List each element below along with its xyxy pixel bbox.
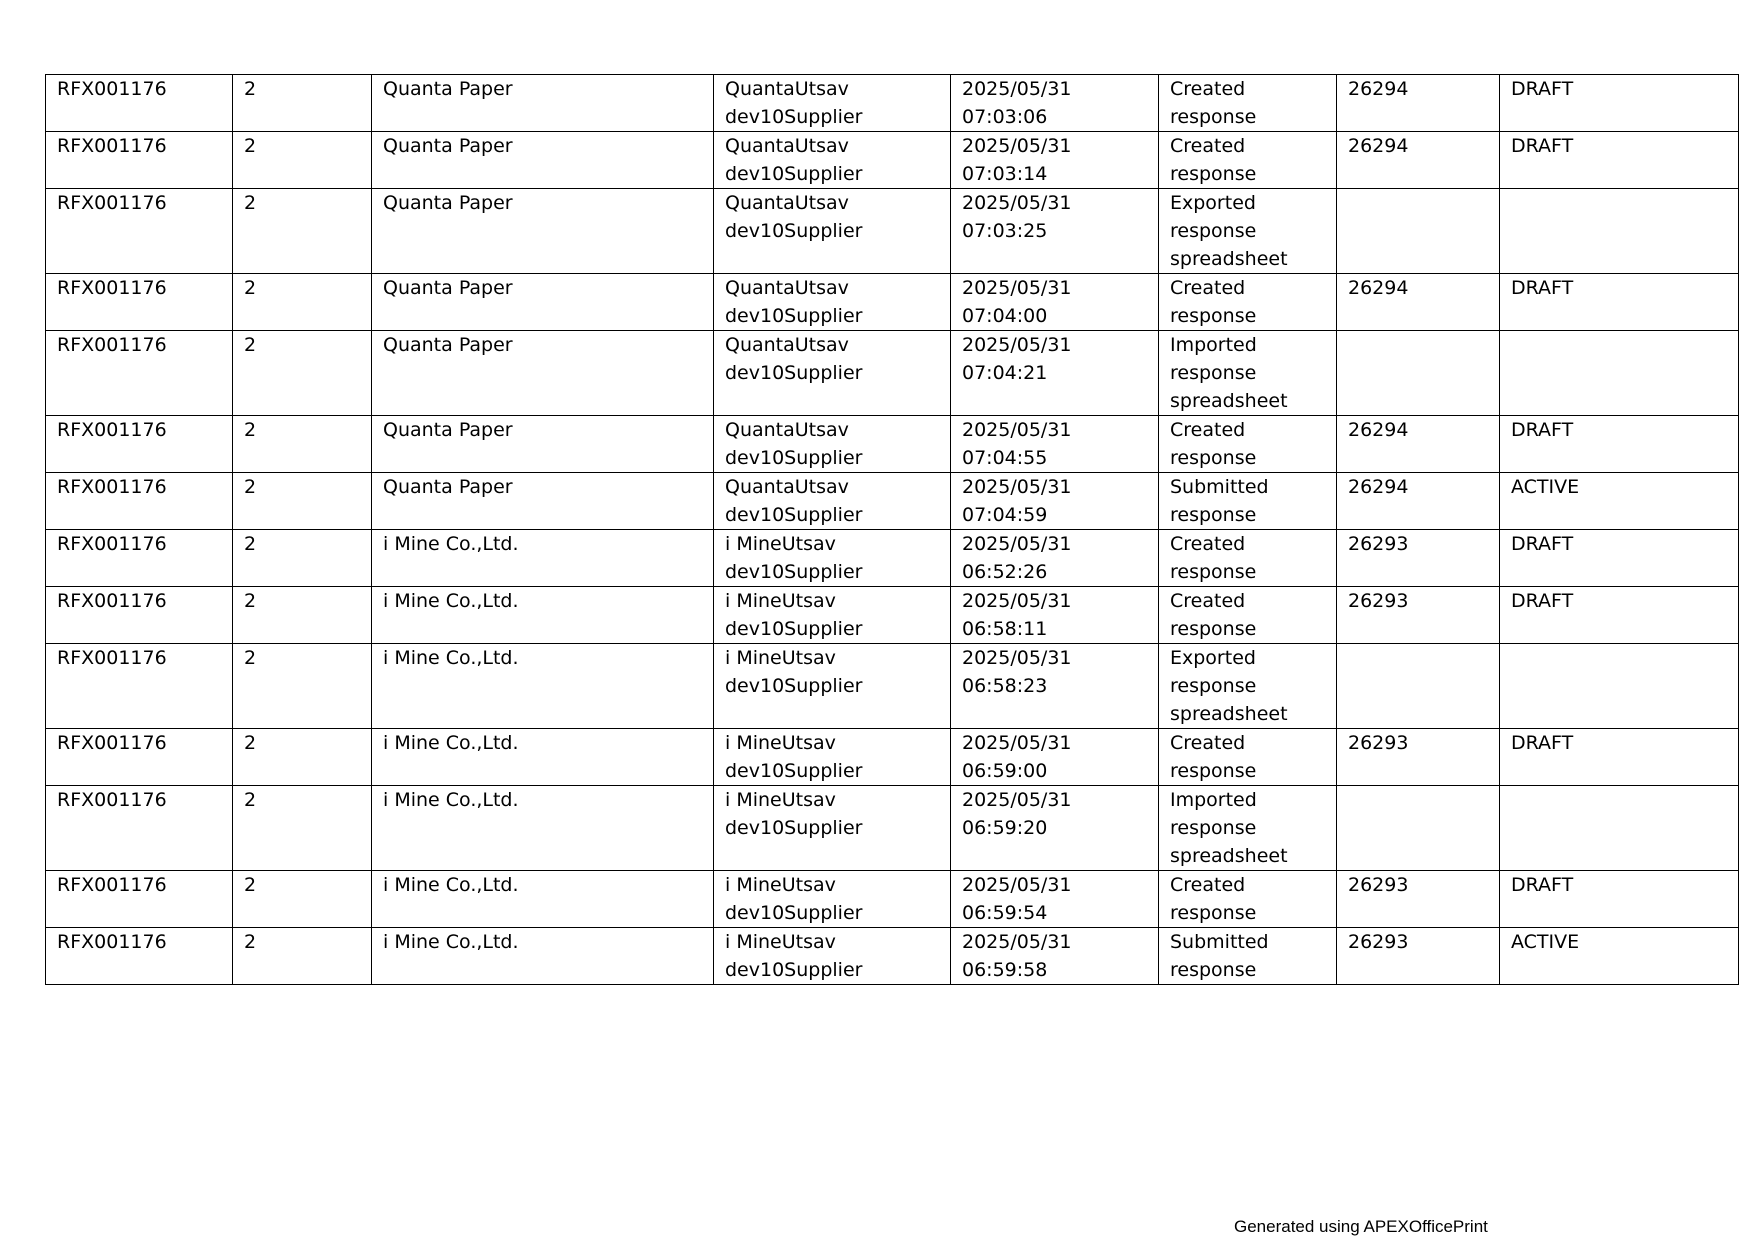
user-cell: [714, 928, 951, 985]
datetime-cell-line: 07:03:06: [962, 106, 1048, 128]
rfx-number-cell: [46, 871, 233, 928]
action-cell: [1159, 729, 1337, 786]
user-cell-line: dev10Supplier: [725, 817, 863, 839]
datetime-cell-line: 2025/05/31: [962, 931, 1072, 953]
round-cell: [233, 871, 372, 928]
status-cell: [1500, 644, 1739, 729]
supplier-cell-text: i Mine Co.,Ltd.: [383, 533, 519, 555]
user-cell-line: dev10Supplier: [725, 305, 863, 327]
round-cell: [233, 729, 372, 786]
user-cell: [714, 729, 951, 786]
status-cell-text: ACTIVE: [1511, 931, 1580, 953]
rfx-number-cell: [46, 75, 233, 132]
response-id-cell: [1337, 644, 1500, 729]
datetime-cell-line: 2025/05/31: [962, 192, 1072, 214]
table-row: [46, 274, 1739, 331]
status-cell-text: DRAFT: [1511, 732, 1574, 754]
round-cell-text: 2: [244, 277, 257, 299]
table-row: [46, 786, 1739, 871]
round-cell: [233, 75, 372, 132]
action-cell-line: Exported: [1170, 647, 1256, 669]
action-cell-line: response: [1170, 902, 1257, 924]
rfx-number-cell-text: RFX001176: [57, 647, 167, 669]
rfx-number-cell: [46, 274, 233, 331]
status-cell: [1500, 331, 1739, 416]
supplier-cell: [372, 530, 714, 587]
response-id-cell-text: 26293: [1348, 732, 1409, 754]
datetime-cell-line: 07:04:00: [962, 305, 1048, 327]
supplier-cell-text: i Mine Co.,Ltd.: [383, 789, 519, 811]
action-cell-line: response: [1170, 561, 1257, 583]
rfx-number-cell: [46, 644, 233, 729]
round-cell: [233, 786, 372, 871]
status-cell: [1500, 473, 1739, 530]
supplier-cell: [372, 928, 714, 985]
action-cell: [1159, 274, 1337, 331]
round-cell-text: 2: [244, 419, 257, 441]
user-cell-line: dev10Supplier: [725, 106, 863, 128]
supplier-cell-text: Quanta Paper: [383, 277, 513, 299]
datetime-cell-line: 2025/05/31: [962, 647, 1072, 669]
response-id-cell: [1337, 189, 1500, 274]
rfx-number-cell-text: RFX001176: [57, 874, 167, 896]
datetime-cell-line: 06:59:20: [962, 817, 1048, 839]
supplier-cell: [372, 871, 714, 928]
user-cell-line: dev10Supplier: [725, 760, 863, 782]
user-cell: [714, 530, 951, 587]
rfx-number-cell-text: RFX001176: [57, 334, 167, 356]
action-cell-line: Submitted: [1170, 931, 1269, 953]
status-cell-text: ACTIVE: [1511, 476, 1580, 498]
status-cell-text: DRAFT: [1511, 135, 1574, 157]
supplier-cell-text: i Mine Co.,Ltd.: [383, 732, 519, 754]
status-cell: [1500, 928, 1739, 985]
supplier-cell-text: Quanta Paper: [383, 135, 513, 157]
datetime-cell-line: 07:03:25: [962, 220, 1048, 242]
supplier-cell: [372, 189, 714, 274]
round-cell-text: 2: [244, 476, 257, 498]
round-cell-text: 2: [244, 135, 257, 157]
rfx-number-cell-text: RFX001176: [57, 533, 167, 555]
datetime-cell: [951, 871, 1159, 928]
datetime-cell-line: 06:58:11: [962, 618, 1048, 640]
user-cell: [714, 644, 951, 729]
action-cell-line: Imported: [1170, 334, 1257, 356]
table-row: [46, 928, 1739, 985]
table-row: [46, 871, 1739, 928]
user-cell-line: i MineUtsav: [725, 874, 836, 896]
datetime-cell-line: 2025/05/31: [962, 789, 1072, 811]
table-row: [46, 132, 1739, 189]
action-cell-line: Created: [1170, 277, 1246, 299]
response-id-cell: [1337, 530, 1500, 587]
supplier-cell: [372, 274, 714, 331]
round-cell-text: 2: [244, 334, 257, 356]
action-cell: [1159, 189, 1337, 274]
status-cell: [1500, 587, 1739, 644]
response-id-cell: [1337, 75, 1500, 132]
user-cell-line: QuantaUtsav: [725, 277, 849, 299]
user-cell-line: dev10Supplier: [725, 959, 863, 981]
rfx-number-cell-text: RFX001176: [57, 732, 167, 754]
action-cell-line: response: [1170, 760, 1257, 782]
supplier-cell-text: Quanta Paper: [383, 419, 513, 441]
user-cell: [714, 189, 951, 274]
table-row: [46, 75, 1739, 132]
user-cell: [714, 587, 951, 644]
status-cell: [1500, 530, 1739, 587]
user-cell: [714, 871, 951, 928]
user-cell-line: dev10Supplier: [725, 504, 863, 526]
rfx-number-cell: [46, 530, 233, 587]
table-row: [46, 587, 1739, 644]
rfx-number-cell-text: RFX001176: [57, 931, 167, 953]
response-id-cell: [1337, 331, 1500, 416]
round-cell-text: 2: [244, 874, 257, 896]
status-cell-text: DRAFT: [1511, 874, 1574, 896]
datetime-cell: [951, 189, 1159, 274]
action-cell-line: Exported: [1170, 192, 1256, 214]
user-cell: [714, 132, 951, 189]
footer-note: Generated using APEXOfficePrint: [1234, 1217, 1488, 1236]
supplier-cell-text: Quanta Paper: [383, 334, 513, 356]
round-cell: [233, 274, 372, 331]
supplier-cell: [372, 644, 714, 729]
datetime-cell: [951, 587, 1159, 644]
response-id-cell-text: 26293: [1348, 533, 1409, 555]
rfx-number-cell: [46, 587, 233, 644]
response-id-cell: [1337, 274, 1500, 331]
action-cell-line: response: [1170, 305, 1257, 327]
response-id-cell-text: 26294: [1348, 277, 1409, 299]
supplier-cell: [372, 416, 714, 473]
user-cell-line: QuantaUtsav: [725, 334, 849, 356]
action-cell-line: response: [1170, 817, 1257, 839]
user-cell-line: QuantaUtsav: [725, 78, 849, 100]
status-cell: [1500, 729, 1739, 786]
response-id-cell-text: 26294: [1348, 135, 1409, 157]
user-cell-line: i MineUtsav: [725, 590, 836, 612]
supplier-cell: [372, 331, 714, 416]
supplier-cell-text: Quanta Paper: [383, 192, 513, 214]
supplier-cell-text: i Mine Co.,Ltd.: [383, 590, 519, 612]
datetime-cell: [951, 644, 1159, 729]
rfx-number-cell-text: RFX001176: [57, 789, 167, 811]
datetime-cell-line: 2025/05/31: [962, 277, 1072, 299]
round-cell: [233, 331, 372, 416]
table-row: [46, 189, 1739, 274]
round-cell: [233, 416, 372, 473]
datetime-cell: [951, 331, 1159, 416]
supplier-cell-text: Quanta Paper: [383, 78, 513, 100]
datetime-cell: [951, 928, 1159, 985]
action-cell-line: spreadsheet: [1170, 845, 1288, 867]
user-cell-line: i MineUtsav: [725, 732, 836, 754]
rfx-number-cell-text: RFX001176: [57, 476, 167, 498]
response-id-cell: [1337, 928, 1500, 985]
datetime-cell-line: 2025/05/31: [962, 476, 1072, 498]
user-cell-line: dev10Supplier: [725, 618, 863, 640]
datetime-cell-line: 07:03:14: [962, 163, 1048, 185]
rfx-number-cell-text: RFX001176: [57, 192, 167, 214]
round-cell-text: 2: [244, 732, 257, 754]
rfx-number-cell: [46, 189, 233, 274]
action-cell-line: response: [1170, 504, 1257, 526]
action-cell-line: spreadsheet: [1170, 390, 1288, 412]
action-cell-line: response: [1170, 675, 1257, 697]
round-cell: [233, 530, 372, 587]
datetime-cell-line: 2025/05/31: [962, 135, 1072, 157]
action-cell: [1159, 473, 1337, 530]
status-cell: [1500, 274, 1739, 331]
round-cell-text: 2: [244, 789, 257, 811]
table-row: [46, 530, 1739, 587]
user-cell-line: i MineUtsav: [725, 789, 836, 811]
response-id-cell-text: 26294: [1348, 419, 1409, 441]
table-row: [46, 644, 1739, 729]
user-cell-line: QuantaUtsav: [725, 135, 849, 157]
action-cell: [1159, 331, 1337, 416]
user-cell-line: i MineUtsav: [725, 647, 836, 669]
user-cell-line: dev10Supplier: [725, 447, 863, 469]
status-cell: [1500, 871, 1739, 928]
round-cell: [233, 132, 372, 189]
action-cell: [1159, 644, 1337, 729]
supplier-cell-text: i Mine Co.,Ltd.: [383, 647, 519, 669]
audit-table: [45, 74, 1739, 985]
action-cell-line: Submitted: [1170, 476, 1269, 498]
round-cell: [233, 644, 372, 729]
table-row: [46, 473, 1739, 530]
status-cell-text: DRAFT: [1511, 419, 1574, 441]
datetime-cell-line: 2025/05/31: [962, 732, 1072, 754]
table-row: [46, 331, 1739, 416]
user-cell-line: i MineUtsav: [725, 533, 836, 555]
action-cell-line: Created: [1170, 732, 1246, 754]
user-cell-line: QuantaUtsav: [725, 192, 849, 214]
datetime-cell-line: 2025/05/31: [962, 533, 1072, 555]
rfx-number-cell: [46, 786, 233, 871]
round-cell-text: 2: [244, 192, 257, 214]
action-cell-line: Created: [1170, 590, 1246, 612]
user-cell-line: dev10Supplier: [725, 902, 863, 924]
supplier-cell: [372, 473, 714, 530]
round-cell: [233, 189, 372, 274]
user-cell-line: i MineUtsav: [725, 931, 836, 953]
action-cell-line: spreadsheet: [1170, 248, 1288, 270]
action-cell-line: Created: [1170, 533, 1246, 555]
round-cell: [233, 928, 372, 985]
round-cell-text: 2: [244, 590, 257, 612]
response-id-cell: [1337, 416, 1500, 473]
status-cell-text: DRAFT: [1511, 590, 1574, 612]
datetime-cell: [951, 786, 1159, 871]
rfx-number-cell-text: RFX001176: [57, 419, 167, 441]
status-cell-text: DRAFT: [1511, 533, 1574, 555]
action-cell: [1159, 132, 1337, 189]
status-cell: [1500, 75, 1739, 132]
datetime-cell-line: 06:59:58: [962, 959, 1048, 981]
datetime-cell-line: 06:59:54: [962, 902, 1048, 924]
user-cell-line: QuantaUtsav: [725, 476, 849, 498]
round-cell-text: 2: [244, 647, 257, 669]
user-cell-line: dev10Supplier: [725, 362, 863, 384]
round-cell-text: 2: [244, 931, 257, 953]
datetime-cell-line: 2025/05/31: [962, 419, 1072, 441]
datetime-cell-line: 2025/05/31: [962, 874, 1072, 896]
round-cell: [233, 473, 372, 530]
action-cell: [1159, 530, 1337, 587]
response-id-cell-text: 26294: [1348, 78, 1409, 100]
rfx-number-cell-text: RFX001176: [57, 135, 167, 157]
response-id-cell-text: 26294: [1348, 476, 1409, 498]
user-cell: [714, 786, 951, 871]
datetime-cell: [951, 75, 1159, 132]
status-cell: [1500, 132, 1739, 189]
response-id-cell: [1337, 729, 1500, 786]
rfx-number-cell-text: RFX001176: [57, 78, 167, 100]
action-cell-line: response: [1170, 618, 1257, 640]
supplier-cell: [372, 132, 714, 189]
rfx-number-cell: [46, 132, 233, 189]
action-cell-line: Created: [1170, 419, 1246, 441]
table-row: [46, 416, 1739, 473]
user-cell: [714, 416, 951, 473]
supplier-cell: [372, 587, 714, 644]
user-cell-line: dev10Supplier: [725, 220, 863, 242]
round-cell: [233, 587, 372, 644]
datetime-cell: [951, 132, 1159, 189]
datetime-cell-line: 06:58:23: [962, 675, 1048, 697]
action-cell: [1159, 416, 1337, 473]
action-cell-line: response: [1170, 106, 1257, 128]
datetime-cell-line: 07:04:59: [962, 504, 1048, 526]
response-id-cell: [1337, 587, 1500, 644]
action-cell-line: response: [1170, 362, 1257, 384]
action-cell-line: response: [1170, 447, 1257, 469]
supplier-cell: [372, 786, 714, 871]
datetime-cell-line: 06:59:00: [962, 760, 1048, 782]
status-cell: [1500, 189, 1739, 274]
user-cell-line: dev10Supplier: [725, 561, 863, 583]
supplier-cell: [372, 75, 714, 132]
supplier-cell-text: i Mine Co.,Ltd.: [383, 931, 519, 953]
action-cell: [1159, 786, 1337, 871]
datetime-cell: [951, 274, 1159, 331]
datetime-cell-line: 06:52:26: [962, 561, 1048, 583]
datetime-cell-line: 07:04:21: [962, 362, 1048, 384]
action-cell-line: Created: [1170, 874, 1246, 896]
action-cell: [1159, 75, 1337, 132]
user-cell: [714, 75, 951, 132]
supplier-cell: [372, 729, 714, 786]
datetime-cell: [951, 729, 1159, 786]
user-cell: [714, 331, 951, 416]
action-cell: [1159, 928, 1337, 985]
rfx-number-cell-text: RFX001176: [57, 590, 167, 612]
action-cell-line: response: [1170, 163, 1257, 185]
supplier-cell-text: Quanta Paper: [383, 476, 513, 498]
action-cell-line: spreadsheet: [1170, 703, 1288, 725]
datetime-cell: [951, 530, 1159, 587]
action-cell-line: Created: [1170, 135, 1246, 157]
datetime-cell-line: 2025/05/31: [962, 334, 1072, 356]
user-cell-line: dev10Supplier: [725, 163, 863, 185]
rfx-number-cell: [46, 416, 233, 473]
rfx-number-cell: [46, 928, 233, 985]
response-id-cell-text: 26293: [1348, 931, 1409, 953]
datetime-cell-line: 2025/05/31: [962, 78, 1072, 100]
supplier-cell-text: i Mine Co.,Ltd.: [383, 874, 519, 896]
user-cell: [714, 274, 951, 331]
status-cell-text: DRAFT: [1511, 277, 1574, 299]
table-body: [46, 75, 1739, 985]
rfx-number-cell-text: RFX001176: [57, 277, 167, 299]
datetime-cell: [951, 473, 1159, 530]
response-id-cell: [1337, 786, 1500, 871]
round-cell-text: 2: [244, 533, 257, 555]
round-cell-text: 2: [244, 78, 257, 100]
action-cell-line: response: [1170, 220, 1257, 242]
action-cell: [1159, 871, 1337, 928]
response-id-cell-text: 26293: [1348, 590, 1409, 612]
datetime-cell-line: 07:04:55: [962, 447, 1048, 469]
datetime-cell-line: 2025/05/31: [962, 590, 1072, 612]
user-cell: [714, 473, 951, 530]
rfx-number-cell: [46, 729, 233, 786]
status-cell: [1500, 416, 1739, 473]
rfx-number-cell: [46, 473, 233, 530]
action-cell: [1159, 587, 1337, 644]
status-cell: [1500, 786, 1739, 871]
response-id-cell: [1337, 132, 1500, 189]
action-cell-line: response: [1170, 959, 1257, 981]
datetime-cell: [951, 416, 1159, 473]
response-id-cell: [1337, 473, 1500, 530]
response-id-cell: [1337, 871, 1500, 928]
user-cell-line: QuantaUtsav: [725, 419, 849, 441]
response-id-cell-text: 26293: [1348, 874, 1409, 896]
table-row: [46, 729, 1739, 786]
status-cell-text: DRAFT: [1511, 78, 1574, 100]
rfx-number-cell: [46, 331, 233, 416]
user-cell-line: dev10Supplier: [725, 675, 863, 697]
action-cell-line: Created: [1170, 78, 1246, 100]
action-cell-line: Imported: [1170, 789, 1257, 811]
